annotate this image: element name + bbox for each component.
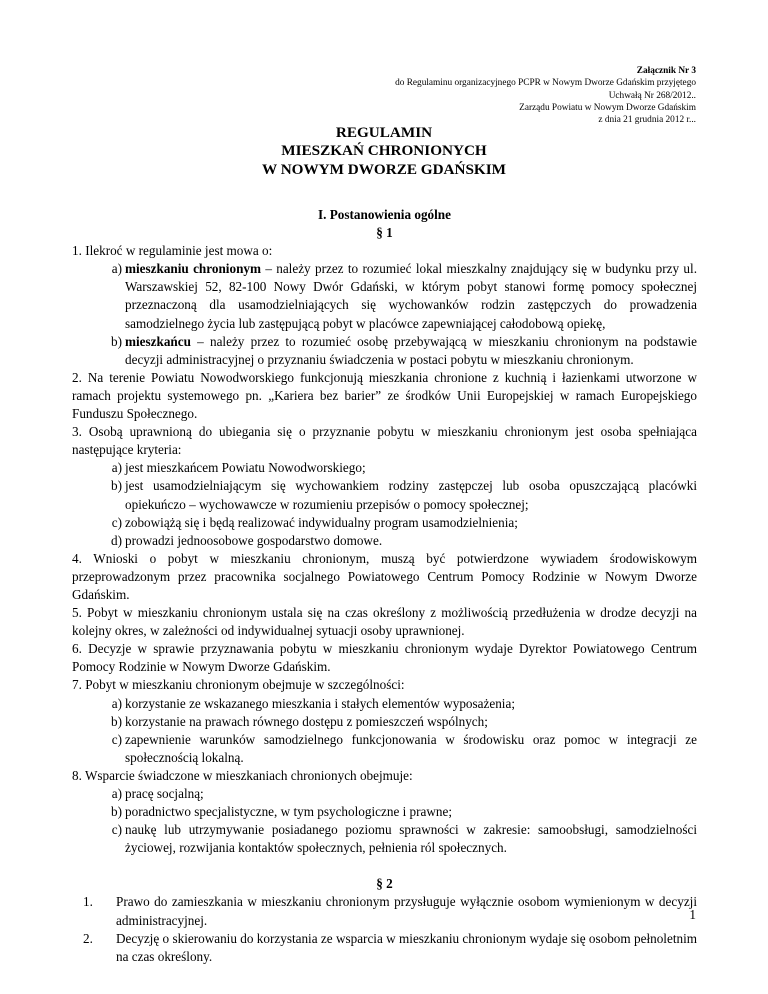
- list-label: c): [111, 514, 122, 530]
- list-text: korzystanie na prawach równego dostępu z pomieszczeń wspólnych;: [125, 713, 488, 729]
- list-item: [72, 713, 697, 731]
- title-line: REGULAMIN: [335, 124, 433, 141]
- list-item: [72, 785, 697, 803]
- list-text: zobowiążą się i będą realizować indywidualny program usamodzielnienia;: [125, 514, 518, 530]
- definition: – należy przez to rozumieć osobę przebywającą w mieszkaniu chronionym na podstawie decyzji administracyjnej o przyznaniu świadczenia w postaci pobytu w mieszkaniu chronionym.: [125, 333, 697, 367]
- list-text: prowadzi jednoosobowe gospodarstwo domowe.: [125, 532, 383, 548]
- list-item: [72, 893, 697, 929]
- list-item: [72, 803, 697, 821]
- list-label: b): [111, 713, 122, 729]
- spacer: [72, 857, 697, 875]
- list-label: c): [111, 731, 122, 747]
- list-text: jest mieszkańcem Powiatu Nowodworskiego;: [125, 460, 366, 476]
- list-label: a): [111, 786, 122, 801]
- list-text: poradnictwo specjalistyczne, w tym psychologiczne i prawne;: [125, 804, 453, 820]
- defined-term: mieszkaniu chronionym: [125, 261, 261, 277]
- point-5: 5. Pobyt w mieszkaniu chronionym ustala się na czas określony z możliwością przedłużenia w drodze decyzji na kolejny okres, w zależności od indywidualnej sytuacji osoby uprawnionej.: [72, 605, 697, 639]
- list-label: b): [111, 478, 122, 494]
- list-item: [72, 930, 697, 966]
- title-line: MIESZKAŃ CHRONIONYCH: [281, 142, 487, 160]
- list-label: b): [111, 333, 122, 349]
- attachment-line: do Regulaminu organizacyjnego PCPR w Nowym Dworze Gdańskim przyjętego: [395, 78, 696, 89]
- attachment-line: Uchwałą Nr 268/2012..: [608, 90, 696, 101]
- point-6: 6. Decyzje w sprawie przyznawania pobytu w mieszkaniu chronionym wydaje Dyrektor Powiatowego Centrum Pomocy Rodzinie w Nowym Dworze Gdańskim.: [72, 641, 697, 675]
- list-text: Prawo do zamieszkania w mieszkaniu chronionym przysługuje wyłącznie osobom wymienionym w decyzji administracyjnej.: [116, 894, 697, 928]
- attachment-line: Zarządu Powiatu w Nowym Dworze Gdańskim: [519, 102, 696, 113]
- list-text: pracę socjalną;: [125, 786, 204, 801]
- attachment-line: z dnia 21 grudnia 2012 r...: [598, 115, 696, 126]
- attachment-number: Załącznik Nr 3: [636, 66, 696, 76]
- list-text: [125, 333, 697, 369]
- paragraph-sign: § 1: [376, 225, 393, 241]
- list-label: d): [111, 532, 122, 548]
- list-item: [72, 477, 697, 513]
- paragraph-sign: § 2: [376, 876, 393, 892]
- list-item: [72, 514, 697, 532]
- list-text: naukę lub utrzymywanie posiadanego poziomu sprawności w zakresie: samoobsługi, samodzielności życiowej, rozwijania kontaktów społecznych, pełnienia ról społecznych.: [125, 822, 697, 856]
- list-text: zapewnienie warunków samodzielnego funkcjonowania w środowisku oraz pomoc w integracji ze społecznością lokalną.: [125, 731, 697, 765]
- point-2: 2. Na terenie Powiatu Nowodworskiego funkcjonują mieszkania chronione z kuchnią i łazienkami utworzone w ramach projektu systemowego pn. „Kariera bez barier” ze środków Unii Europejskiej w ramach Europejskiego Funduszu Społecznego.: [72, 369, 697, 422]
- list-text: jest usamodzielniającym się wychowankiem rodziny zastępczej lub osoba opuszczającą placówki opiekuńczo – wychowawcze w rozumieniu przepisów o pomocy społecznej;: [125, 478, 697, 512]
- document-body: [72, 206, 697, 966]
- list-item: [72, 821, 697, 857]
- title-line: W NOWYM DWORZE GDAŃSKIM: [262, 160, 506, 178]
- list-item: [72, 260, 697, 332]
- list-text: korzystanie ze wskazanego mieszkania i stałych elementów wyposażenia;: [125, 695, 515, 711]
- list-item: [72, 459, 697, 477]
- point-1: 1. Ilekroć w regulaminie jest mowa o:: [72, 243, 273, 259]
- point-4: 4. Wnioski o pobyt w mieszkaniu chronionym, muszą być potwierdzone wywiadem środowiskowym przeprowadzonym przez pracownika socjalnego Powiatowego Centrum Pomocy Rodzinie w Nowym Dworze Gdańskim.: [72, 550, 697, 602]
- list-label: c): [111, 822, 122, 838]
- list-label: a): [111, 695, 122, 711]
- list-text: Decyzję o skierowaniu do korzystania ze wsparcia w mieszkaniu chronionym wydaje się osobom pełnoletnim na czas określony.: [116, 930, 697, 964]
- list-label: 2.: [83, 930, 93, 946]
- section-heading: I. Postanowienia ogólne: [318, 207, 451, 222]
- defined-term: mieszkańcu: [125, 333, 191, 349]
- list-item: [72, 532, 697, 550]
- list-item: [72, 695, 697, 713]
- list-label: 1.: [83, 894, 93, 910]
- document-title: [0, 124, 768, 179]
- point-7: 7. Pobyt w mieszkaniu chronionym obejmuje w szczególności:: [72, 677, 405, 693]
- list-text: [125, 260, 697, 332]
- list-item: [72, 731, 697, 767]
- list-item: [72, 333, 697, 369]
- list-label: a): [111, 460, 122, 476]
- list-label: a): [111, 261, 122, 277]
- point-3: 3. Osobą uprawnioną do ubiegania się o przyznanie pobytu w mieszkaniu chronionym jest osoba spełniająca następujące kryteria:: [72, 424, 697, 458]
- point-8: 8. Wsparcie świadczone w mieszkaniach chronionych obejmuje:: [72, 767, 413, 783]
- attachment-header: [395, 65, 696, 126]
- page-number: 1: [689, 907, 696, 922]
- list-label: b): [111, 804, 122, 820]
- definition: – należy przez to rozumieć lokal mieszkalny znajdujący się w budynku przy ul. Warszawskiej 52, 82-100 Nowy Dwór Gdański, w którym pobyt stanowi formę pomocy społecznej przeznaczoną dla usamodzielniających się wychowanków rodzin zastępczych do prowadzenia samodzielnego życia lub zastępującą pobyt w placówce zapewniającej całodobową opiekę,: [125, 261, 697, 331]
